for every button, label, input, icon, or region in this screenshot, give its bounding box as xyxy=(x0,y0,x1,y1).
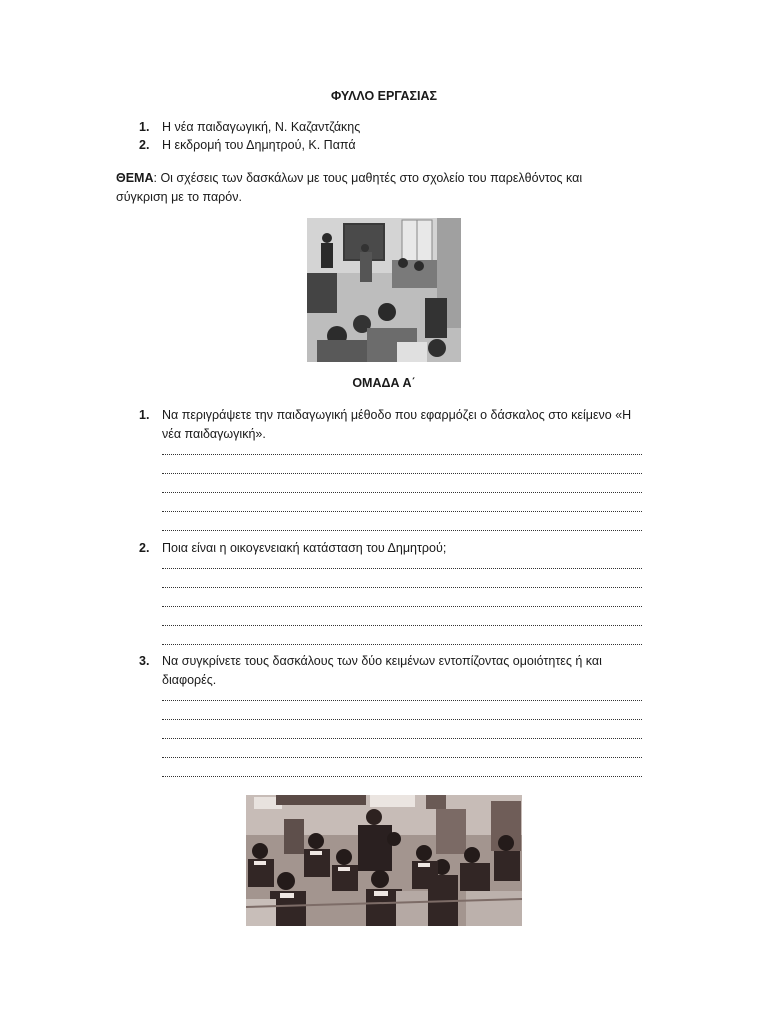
source-text: Η νέα παιδαγωγική, Ν. Καζαντζάκης xyxy=(162,120,361,134)
answer-line[interactable] xyxy=(162,453,642,455)
question-1 xyxy=(139,406,649,444)
classroom-photo-bw-image xyxy=(307,218,461,362)
answer-line[interactable] xyxy=(162,756,642,758)
answer-line[interactable] xyxy=(162,605,642,607)
theme-text: : Οι σχέσεις των δασκάλων με τους μαθητές στο σχολείο του παρελθόντος και σύγκριση με το παρόν. xyxy=(116,171,583,204)
classroom-photo-sepia-image xyxy=(246,795,522,926)
answer-line[interactable] xyxy=(162,775,642,777)
question-number: 1. xyxy=(139,408,150,422)
source-item-1 xyxy=(139,120,360,134)
answer-line[interactable] xyxy=(162,510,642,512)
answer-line[interactable] xyxy=(162,586,642,588)
source-item-2 xyxy=(139,138,356,152)
classroom-photo-bw xyxy=(307,218,461,362)
answer-line[interactable] xyxy=(162,491,642,493)
question-text: Να συγκρίνετε τους δασκάλους των δύο κειμένων εντοπίζοντας ομοιότητες ή και διαφορές. xyxy=(162,654,602,687)
classroom-photo-sepia xyxy=(246,795,522,926)
question-2 xyxy=(139,539,649,558)
question-text: Να περιγράψετε την παιδαγωγική μέθοδο που εφαρμόζει ο δάσκαλος στο κείμενο «Η νέα παιδαγωγική». xyxy=(162,408,632,441)
theme-paragraph xyxy=(116,169,636,207)
answer-line[interactable] xyxy=(162,624,642,626)
answer-line[interactable] xyxy=(162,567,642,569)
answer-line[interactable] xyxy=(162,529,642,531)
answer-line[interactable] xyxy=(162,737,642,739)
group-heading: ΟΜΑΔΑ Α΄ xyxy=(352,376,416,390)
source-text: Η εκδρομή του Δημητρού, Κ. Παπά xyxy=(162,138,356,152)
answer-line[interactable] xyxy=(162,699,642,701)
source-number: 1. xyxy=(139,120,150,134)
theme-label: ΘΕΜΑ xyxy=(116,171,154,185)
question-text: Ποια είναι η οικογενειακή κατάσταση του Δημητρού; xyxy=(162,541,447,555)
question-3 xyxy=(139,652,649,690)
question-number: 3. xyxy=(139,654,150,668)
answer-line[interactable] xyxy=(162,643,642,645)
worksheet-title: ΦΥΛΛΟ ΕΡΓΑΣΙΑΣ xyxy=(330,89,437,103)
answer-line[interactable] xyxy=(162,718,642,720)
question-number: 2. xyxy=(139,541,150,555)
answer-line[interactable] xyxy=(162,472,642,474)
source-number: 2. xyxy=(139,138,150,152)
